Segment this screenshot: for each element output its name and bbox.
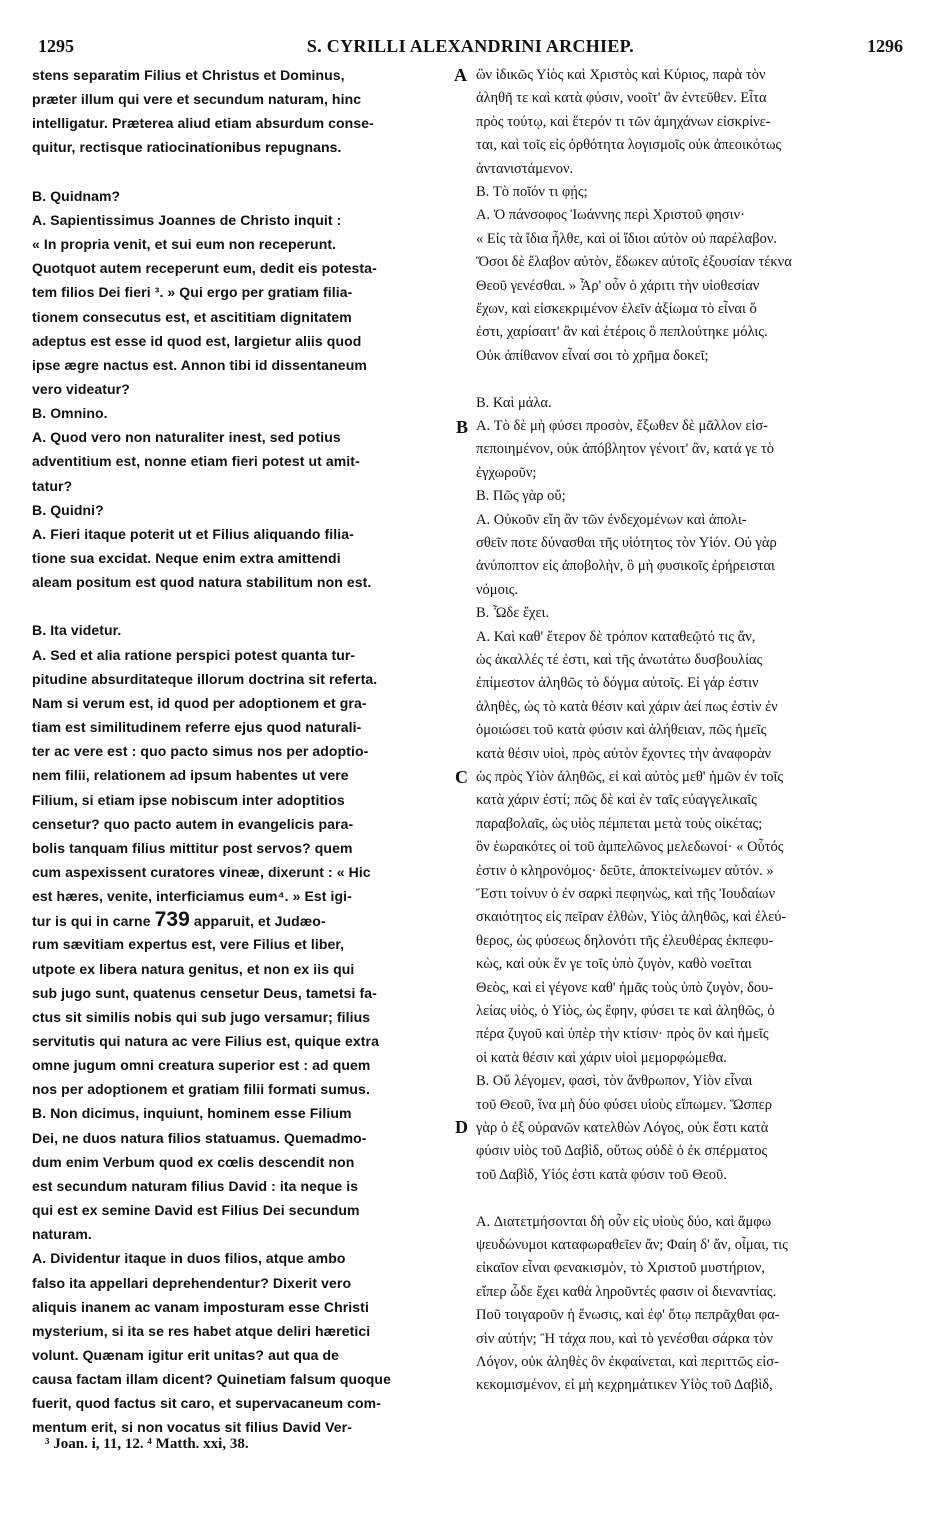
text-line: ἀντανιστάμενον. [476, 160, 574, 177]
section-marker-d: D [455, 1117, 468, 1137]
text-line: κεκομισμένον, εἰ μὴ κεχρημάτικεν Υἱὸς τοῦ Δαβὶδ, [476, 1377, 773, 1394]
text-line: A. Διατετμήσονται δὴ οὖν εἰς υἱοὺς δύο, καὶ ἄμφω [476, 1213, 772, 1230]
text-line: A. Καὶ καθ' ἕτερον δὲ τρόπον καταθεῷτό τις ἄν, [476, 628, 756, 645]
text-line: Ὅσοι δὲ ἔλαβον αὐτὸν, ἔδωκεν αὐτοῖς ἐξουσίαν τέκνα [476, 254, 792, 271]
text-line: rum sævitiam expertus est, vere Filius et liber, [32, 936, 345, 953]
text-line: οἱ κατὰ θέσιν καὶ χάριν υἱοὶ μεμορφώμεθα. [476, 1049, 727, 1066]
text-line: nos per adoptionem et gratiam filii formati sumus. [32, 1081, 370, 1098]
text-line: ipse ægre nactus est. Annon tibi id dissentaneum [32, 356, 367, 373]
text-line: adeptus est esse id quod est, largietur aliis quod [32, 332, 362, 349]
text-line: pitudine absurditateque illorum doctrina sit referta. [32, 670, 378, 687]
text-line: mysterium, si ita se res habet atque deliri hæretici [32, 1322, 371, 1339]
text-line: tione sua excidat. Neque enim extra amittendi [32, 550, 341, 566]
text-line: « In propria venit, et sui eum non receperunt. [32, 236, 337, 253]
text-line: B. Omnino. [32, 405, 108, 422]
text-line: A. Οὐκοῦν εἴη ἂν τῶν ἐνδεχομένων καὶ ἀπολι- [476, 511, 747, 528]
text-line: ctus sit similis nobis qui sub jugo versamur; filius [32, 1008, 371, 1025]
text-line: εἰκαῖον εἶναι φενακισμὸν, τὸ Χριστοῦ μυστήριον, [476, 1260, 765, 1277]
text-line: A. Τὸ δὲ μὴ φύσει προσὸν, ἔξωθεν δὲ μᾶλλον εἰσ- [476, 418, 768, 434]
text-line: est secundum naturam filius David : ita neque is [32, 1177, 359, 1194]
text-line: A. Ὁ πάνσοφος Ἰωάννης περὶ Χριστοῦ φησιν· [476, 207, 745, 224]
text-line: Οὐκ ἀπίθανον εἶναί σοι τὸ χρῆμα δοκεῖ; [476, 347, 709, 364]
section-marker-a: A [454, 65, 467, 85]
text-line: τοῦ Θεοῦ, ἵνα μὴ δύο φύσει υἱοὺς εἴπωμεν. Ὥσπερ [476, 1096, 772, 1113]
text-line: est hæres, venite, interficiamus eum⁴. » Est igi- [32, 888, 352, 905]
text-line: ἀνύποπτον εἰς ἀποβολὴν, ὃ μὴ φυσικοῖς ἐρήρεισται [476, 558, 775, 575]
text-line [476, 1187, 896, 1209]
text-line: σθεῖν ποτε δύνασθαι τῆς υἱότητος τὸν Υἱόν. Οὐ γὰρ [476, 535, 777, 551]
text-line: utpote ex libera natura genitus, et non ex iis qui [32, 960, 355, 977]
text-line: tionem consecutus est, et ascititiam dignitatem [32, 308, 352, 325]
text-line [476, 368, 896, 390]
text-line: θερος, ὡς φύσεως δηλονότι τῆς ἐλευθέρας ἐκπεφυ- [476, 932, 774, 949]
column-number: 739 [154, 909, 190, 932]
text-line: B. Ὧδε ἔχει. [476, 605, 550, 622]
text-line: σκαιότητος εἰς πεῖραν ἐλθὼν, Υἱὸς ἀληθῶς, καὶ ἐλεύ- [476, 909, 787, 926]
text-line: Filium, si etiam ipse nobiscum inter adoptitios [32, 791, 345, 808]
page-number-right: 1296 [867, 36, 903, 56]
text-line: tem filios Dei fieri ³. » Qui ergo per gratiam filia- [32, 284, 353, 301]
text-line: B. Καὶ μάλα. [476, 394, 552, 411]
text-line: εἴπερ ὧδε ἔχει καθὰ ληροῦντές φασιν οἱ διεναντίας. [476, 1283, 777, 1300]
text-line: κατὰ χάριν ἐστί; πῶς δὲ καὶ ἐν ταῖς εὐαγγελικαῖς [476, 792, 757, 809]
text-line: ὡς πρὸς Υἱὸν ἀληθῶς, εἰ καὶ αὐτὸς μεθ' ἡμῶν ἐν τοῖς [476, 769, 784, 785]
text-line [32, 161, 456, 183]
text-line: censetur? quo pacto autem in evangelicis para- [32, 815, 354, 832]
text-line: Θεὸς, καὶ εἰ γέγονε καθ' ἡμᾶς τοὺς ὑπὸ ζυγὸν, δου- [476, 979, 774, 996]
text-line: vero videatur? [32, 380, 130, 397]
text-line: aliquis inanem ac vanam imposturam esse Christi [32, 1298, 369, 1315]
text-line: φύσιν υἱὸς τοῦ Δαβὶδ, οὕτως οὐδὲ ὁ ἐκ σπέρματος [476, 1143, 768, 1160]
text-line: κατὰ θέσιν υἱοὶ, πρὸς αὐτὸν ἔχοντες τὴν ἀναφορὰν [476, 745, 772, 762]
text-line: aleam positum est quod natura stabilitum non est. [32, 574, 372, 591]
section-marker-c: C [455, 767, 468, 787]
text-line: πέρα ζυγοῦ καὶ ὑπὲρ τὴν κτίσιν· πρὸς ὃν καὶ ἡμεῖς [476, 1026, 769, 1043]
text-line: Quotquot autem receperunt eum, dedit eis potesta- [32, 260, 377, 277]
text-line: volunt. Quænam igitur erit unitas? aut qua de [32, 1346, 340, 1363]
text-line: Λόγον, οὐκ ἀληθὲς ὂν ἐκφαίνεται, καὶ περιττῶς εἰσ- [476, 1354, 779, 1370]
text-line: πρὸς τούτῳ, καὶ ἕτερόν τι τῶν ἀμηχάνων εἰσκρίνε- [476, 113, 771, 130]
text-line: ὢν ἰδικῶς Υἱὸς καὶ Χριστὸς καὶ Κύριος, παρὰ τὸν [476, 67, 766, 83]
text-line: tatur? [32, 477, 73, 494]
text-line [32, 595, 456, 617]
text-line: B. Ita videtur. [32, 622, 122, 639]
text-line: fuerit, quod factus sit caro, et supervacaneum com- [32, 1395, 381, 1412]
text-line: cum aspexissent curatores vineæ, dixerunt : « Hic [32, 863, 371, 880]
text-line: Nam si verum est, id quod per adoptionem et gra- [32, 694, 367, 711]
text-line: τοῦ Δαβὶδ, Υἱός ἐστι κατὰ φύσιν τοῦ Θεοῦ. [476, 1166, 727, 1183]
text-line: bolis tanquam filius mittitur post servos? quem [32, 839, 353, 856]
text-line: A. Sapientissimus Joannes de Christo inquit : [32, 211, 342, 228]
text-line: B. Οὔ λέγομεν, φασὶ, τὸν ἄνθρωπον, Υἱὸν εἶναι [476, 1073, 753, 1090]
text-line: A. Quod vero non naturaliter inest, sed potius [32, 429, 341, 446]
text-line: Ἔστι τοίνυν ὁ ἐν σαρκὶ πεφηνὼς, καὶ τῆς Ἰουδαίων [476, 886, 776, 902]
text-line: ἀληθῆ τε καὶ κατὰ φύσιν, νοοῖτ' ἂν ἐντεῦθεν. Εἶτα [476, 90, 767, 107]
text-line: ἐπίμεστον ἀληθῶς τὸ δόγμα αὐτοῖς. Εἰ γάρ ἐστιν [476, 675, 759, 692]
text-line: ὡς ἀκαλλές τέ ἐστι, καὶ τῆς ἀνωτάτω δυσβουλίας [476, 652, 763, 668]
text-line: σὶν αὐτήν; Ἢ τάχα που, καὶ τὸ γενέσθαι σάρκα τὸν [476, 1330, 773, 1347]
text-line: γὰρ ὁ ἐξ οὐρανῶν κατελθὼν Λόγος, οὐκ ἔστι κατὰ [476, 1120, 769, 1136]
running-title: S. CYRILLI ALEXANDRINI ARCHIEP. [306, 36, 635, 56]
text-line: ὁμοιώσει τοῦ κατὰ φύσιν καὶ ἀλήθειαν, πῶς ἡμεῖς [476, 722, 767, 739]
text-line: ται, καὶ τοῖς εἰς ὀρθότητα λογισμοῖς οὐκ ἀπεοικότως [476, 137, 782, 154]
text-line: ἐστι, χαρίσαιτ' ἂν καὶ ἑτέροις ὃ πεπλούτηκε μόλις. [476, 324, 768, 341]
text-line: κὼς, καὶ οὐκ ἕν γε τοῖς ὑπὸ ζυγὸν, καθὸ νοεῖται [476, 956, 752, 973]
text-line: sub jugo sunt, quatenus censetur Deus, tametsi fa- [32, 984, 377, 1001]
text-line: B. Non dicimus, inquiunt, hominem esse Filium [32, 1105, 352, 1122]
text-line: Dei, ne duos natura filios statuamus. Quemadmo- [32, 1129, 367, 1146]
text-line: ἐστιν ὁ κληρονόμος· δεῦτε, ἀποκτείνωμεν αὐτόν. » [476, 862, 774, 879]
text-line: ter ac vere est : quo pacto simus nos per adoptio- [32, 743, 369, 760]
text-line: mentum erit, si non vocatus sit filius David Ver- [32, 1419, 352, 1436]
text-line: παραβολαῖς, ὡς υἱὸς πέμπεται μετὰ τοὺς οἰκέτας; [476, 815, 763, 832]
text-line: A. Sed et alia ratione perspici potest quanta tur- [32, 646, 356, 663]
text-line: intelligatur. Præterea aliud etiam absurdum conse- [32, 115, 374, 132]
text-line: omne jugum omni creatura superior est : ad quem [32, 1057, 371, 1074]
text-line: ἐγχωροῦν; [476, 464, 537, 481]
text-line: ψευδώνυμοι καταφωραθεῖεν ἄν; Φαίη δ' ἄν, οἶμαι, τις [476, 1237, 788, 1253]
text-line: causa factam illam dicent? Quinetiam falsum quoque [32, 1371, 391, 1388]
text-line: præter illum qui vere et secundum naturam, hinc [32, 91, 362, 108]
text-line: quitur, rectisque ratiocinationibus repugnans. [32, 139, 342, 156]
text-line: tur is qui in carne 739 apparuit, et Judæo- [32, 909, 326, 932]
text-line: A. Fieri itaque poterit ut et Filius aliquando filia- [32, 525, 354, 542]
text-line: naturam. [32, 1226, 92, 1243]
section-marker-b: B [456, 417, 469, 437]
text-line: Ποῦ τοιγαροῦν ἡ ἕνωσις, καὶ ἐφ' ὅτῳ πεπρᾶχθαι φα- [476, 1307, 780, 1324]
text-line: stens separatim Filius et Christus et Dominus, [32, 67, 345, 83]
text-line: ἀληθὲς, ὡς τὸ κατὰ θέσιν καὶ χάριν ἀεί πως ἐστὶν ἐν [476, 698, 778, 715]
text-line: B. Quidnam? [32, 187, 121, 204]
text-line: « Εἰς τὰ ἴδια ἦλθε, καὶ οἱ ἴδιοι αὐτὸν οὐ παρέλαβον. [476, 230, 778, 247]
text-line: B. Quidni? [32, 501, 104, 518]
text-line: ὃν ἑωρακότες οἱ τοῦ ἀμπελῶνος μελεδωνοί· « Οὗτός [476, 839, 784, 856]
text-line: adventitium est, nonne etiam fieri potest ut amit- [32, 453, 360, 470]
text-line: A. Dividentur itaque in duos filios, atque ambo [32, 1250, 346, 1267]
footnotes: ³ Joan. i, 11, 12. ⁴ Matth. xxi, 38. [45, 1436, 249, 1452]
page-number-left: 1295 [38, 36, 74, 56]
text-line: servitutis qui natura ac vere Filius est, quique extra [32, 1033, 379, 1049]
text-line: νόμοις. [476, 581, 519, 598]
text-line: Θεοῦ γενέσθαι. » Ἆρ' οὖν ὁ χάριτι τὴν υἱοθεσίαν [476, 277, 760, 294]
text-line: B. Τὸ ποῖόν τι φῄς; [476, 184, 588, 200]
text-line: ἔχων, καὶ εἰσκεκριμένον ἑλεῖν ἀξίωμα τὸ εἶναι ὅ [476, 301, 757, 317]
text-line: dum enim Verbum quod ex cœlis descendit non [32, 1153, 355, 1170]
text-line: B. Πῶς γὰρ οὔ; [476, 488, 566, 505]
text-line: πεποιημένον, οὐκ ἀπόβλητον γένοιτ' ἂν, κατά γε τὸ [476, 441, 775, 458]
text-line: falso ita appellari deprehendentur? Dixerit vero [32, 1274, 352, 1291]
page-header [38, 36, 903, 58]
text-line: tiam est similitudinem referre ejus quod naturali- [32, 719, 362, 736]
text-line: nem filii, relationem ad ipsum habentes ut vere [32, 767, 349, 784]
text-line: qui est ex semine David est Filius Dei secundum [32, 1202, 360, 1219]
text-line: λείας υἱὸς, ὁ Υἱὸς, ὡς ἔφην, φύσει τε καὶ ἀληθῶς, ὁ [476, 1003, 775, 1019]
